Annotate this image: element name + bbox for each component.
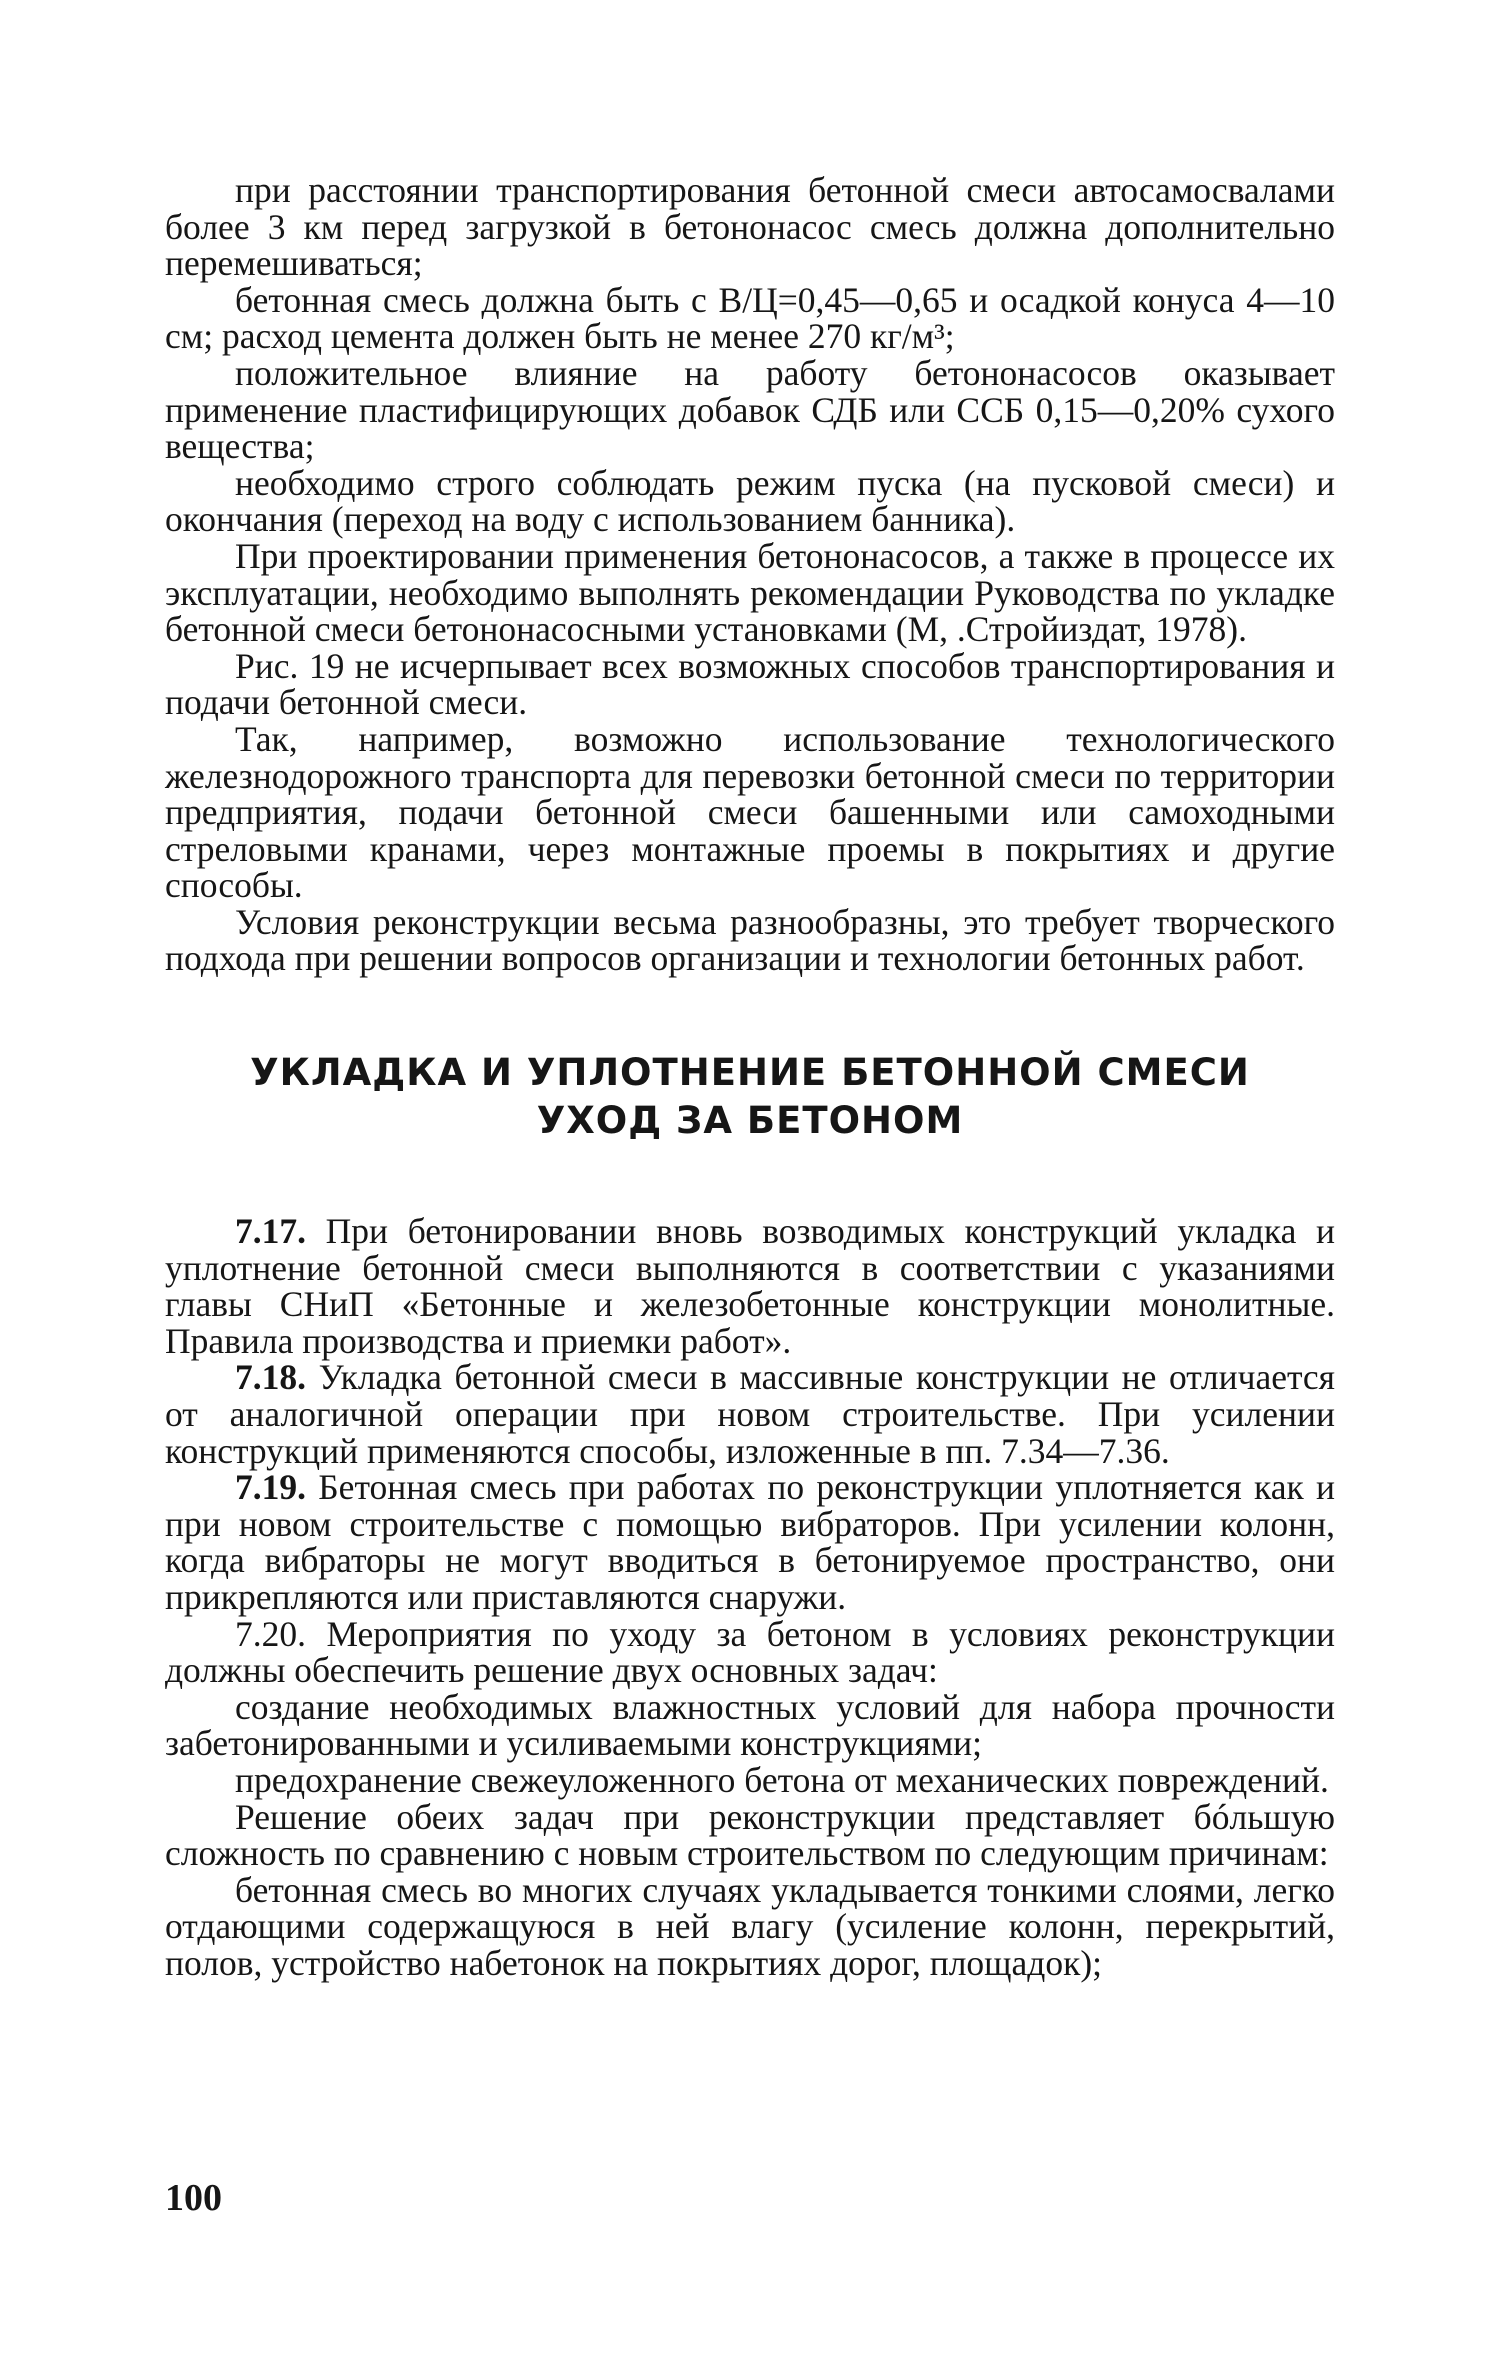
clause-text: При бетонировании вновь возводимых конструкций укладка и уплотнение бетонной смеси выполняются в соответствии с указаниями главы СНиП «Бетонные и железобетонные конструкции монолитные. Правила производства и приемки работ». xyxy=(165,1211,1336,1361)
clause-text: Укладка бетонной смеси в массивные конструкции не отличается от аналогичной операции при новом строительстве. При усилении конструкций применяются способы, изложенные в пп. 7.34—7.36. xyxy=(165,1357,1336,1471)
clause-number: 7.20. xyxy=(235,1613,306,1654)
page-number: 100 xyxy=(165,2177,222,2219)
paragraph: создание необходимых влажностных условий для набора прочности забетонированными и усиливаемыми конструкциями; xyxy=(165,1686,1335,1764)
paragraph: Решение обеих задач при реконструкции представляет бóльшую сложность по сравнению с новым строительством по следующим причинам: xyxy=(165,1796,1335,1874)
paragraph: При проектировании применения бетононасосов, а также в процессе их эксплуатации, необходимо выполнять рекомендации Руководства по укладке бетонной смеси бетононасосными установками (М, .Стройиздат, 1978). xyxy=(165,535,1335,650)
clause-number: 7.17. xyxy=(235,1211,306,1252)
paragraph: Так, например, возможно использование технологического железнодорожного транспорта для перевозки бетонной смеси по территории предприятия, подачи бетонной смеси башенными или самоходными стреловыми кранами, через монтажные проемы в покрытиях и другие способы. xyxy=(165,718,1335,906)
paragraph: предохранение свежеуложенного бетона от механических повреждений. xyxy=(235,1759,1329,1800)
clause-number: 7.18. xyxy=(235,1357,306,1398)
clause-7-20 xyxy=(165,1613,1336,1691)
page-body xyxy=(165,172,1335,1982)
paragraph: Условия реконструкции весьма разнообразны, это требует творческого подхода при решении вопросов организации и технологии бетонных работ. xyxy=(165,901,1335,979)
clause-7-17 xyxy=(165,1213,1335,1359)
paragraph: бетонная смесь должна быть с В/Ц=0,45—0,65 и осадкой конуса 4—10 см; расход цемента должен быть не менее 270 кг/м³; xyxy=(165,279,1335,357)
section-heading-line-2: УХОД ЗА БЕТОНОМ xyxy=(536,1099,964,1143)
clause-7-18 xyxy=(165,1359,1335,1469)
clause-text: Бетонная смесь при работах по реконструкции уплотняется как и при новом строительстве с помощью вибраторов. При усилении колонн, когда вибраторы не могут вводиться в бетонируемое пространство, они прикрепляются или приставляются снаружи. xyxy=(165,1467,1336,1617)
clause-text: Мероприятия по уходу за бетоном в условиях реконструкции должны обеспечить решение двух основных задач: xyxy=(165,1613,1336,1691)
paragraph: необходимо строго соблюдать режим пуска (на пусковой смеси) и окончания (переход на воду с использованием банника). xyxy=(165,462,1335,540)
clause-7-19 xyxy=(165,1469,1335,1615)
clause-number: 7.19. xyxy=(235,1467,306,1508)
paragraph: бетонная смесь во многих случаях укладывается тонкими слоями, легко отдающими содержащуюся в ней влагу (усиление колонн, перекрытий, полов, устройство набетонок на покрытиях дорог, площадок); xyxy=(165,1869,1335,1983)
section-heading-line-1: УКЛАДКА И УПЛОТНЕНИЕ БЕТОННОЙ СМЕСИ xyxy=(250,1051,1250,1095)
paragraph: положительное влияние на работу бетононасосов оказывает применение пластифицирующих добавок СДБ или ССБ 0,15—0,20% сухого вещества; xyxy=(165,352,1335,467)
paragraph: при расстоянии транспортирования бетонной смеси автосамосвалами более 3 км перед загрузкой в бетононасос смесь должна дополнительно перемешиваться; xyxy=(165,170,1335,284)
section-heading xyxy=(165,977,1335,1213)
paragraph: Рис. 19 не исчерпывает всех возможных способов транспортирования и подачи бетонной смеси. xyxy=(165,645,1335,723)
